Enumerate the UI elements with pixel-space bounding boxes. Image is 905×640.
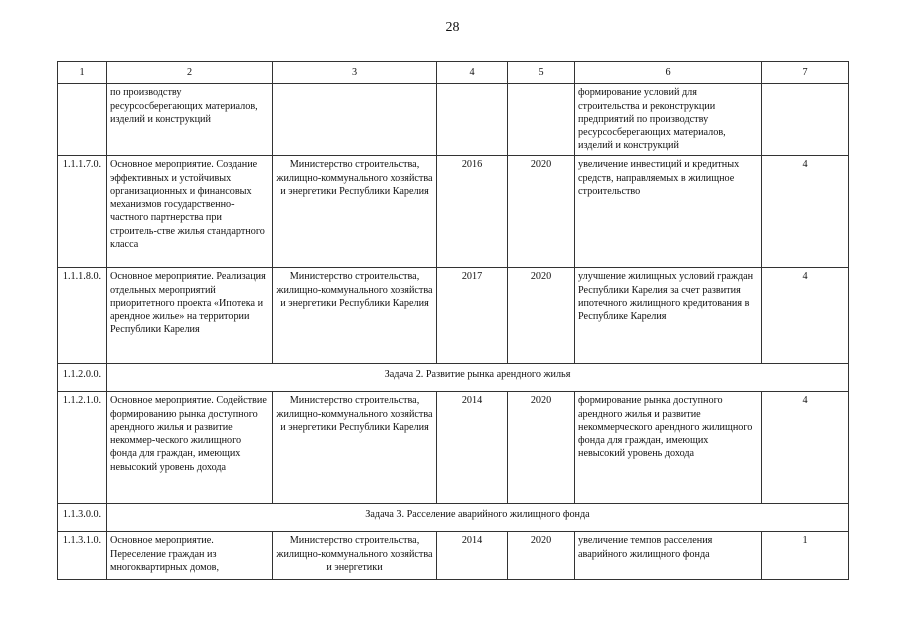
table-row (58, 156, 849, 268)
result-cell: увеличение темпов расселения аварийного жилищного фонда (575, 532, 762, 580)
executor-cell (273, 84, 437, 156)
result-cell: улучшение жилищных условий граждан Республики Карелия за счет развития ипотечного жилищного кредитования в Республике Карелия (575, 268, 762, 364)
header-cell-4: 4 (437, 62, 508, 84)
measure-cell: Основное мероприятие. Содействие формированию рынка доступного арендного жилья и развитие некоммер-ческого жилищного фонда для граждан, имеющих невысокий уровень дохода (107, 392, 273, 504)
start-year-cell: 2016 (437, 156, 508, 268)
executor-cell: Министерство строительства, жилищно-коммунального хозяйства и энергетики Республики Карелия (273, 392, 437, 504)
header-cell-5: 5 (508, 62, 575, 84)
result-cell: формирование рынка доступного арендного жилья и развитие некоммерческого арендного жилищного фонда для граждан, имеющих невысокий уровень дохода (575, 392, 762, 504)
task-row (58, 504, 849, 532)
table-row (58, 84, 849, 156)
row-number (58, 84, 107, 156)
executor-cell: Министерство строительства, жилищно-коммунального хозяйства и энергетики (273, 532, 437, 580)
link-cell: 4 (762, 392, 849, 504)
link-cell: 4 (762, 156, 849, 268)
end-year-cell: 2020 (508, 532, 575, 580)
link-cell: 4 (762, 268, 849, 364)
page-number: 28 (445, 20, 460, 35)
task-title: Задача 2. Развитие рынка арендного жилья (107, 364, 849, 392)
start-year-cell: 2014 (437, 532, 508, 580)
end-year-cell: 2020 (508, 268, 575, 364)
header-cell-1: 1 (58, 62, 107, 84)
link-cell: 1 (762, 532, 849, 580)
executor-cell: Министерство строительства, жилищно-коммунального хозяйства и энергетики Республики Карелия (273, 268, 437, 364)
measure-cell: Основное мероприятие. Реализация отдельных мероприятий приоритетного проекта «Ипотека и арендное жилье» на территории Республики Карелия (107, 268, 273, 364)
table-row (58, 268, 849, 364)
row-number: 1.1.1.7.0. (58, 156, 107, 268)
header-row (58, 62, 849, 84)
row-number: 1.1.2.0.0. (58, 364, 107, 392)
measure-cell: по производству ресурсосберегающих материалов, изделий и конструкций (107, 84, 273, 156)
header-cell-3: 3 (273, 62, 437, 84)
header-cell-6: 6 (575, 62, 762, 84)
result-cell: формирование условий для строительства и реконструкции предприятий по производству ресурсосберегающих материалов, изделий и конструкций (575, 84, 762, 156)
link-cell (762, 84, 849, 156)
result-cell: увеличение инвестиций и кредитных средств, направляемых в жилищное строительство (575, 156, 762, 268)
table-row (58, 532, 849, 580)
measure-cell: Основное мероприятие. Переселение граждан из многоквартирных домов, (107, 532, 273, 580)
end-year-cell (508, 84, 575, 156)
program-table (57, 61, 849, 580)
header-cell-2: 2 (107, 62, 273, 84)
row-number: 1.1.1.8.0. (58, 268, 107, 364)
task-row (58, 364, 849, 392)
start-year-cell: 2017 (437, 268, 508, 364)
executor-cell: Министерство строительства, жилищно-коммунального хозяйства и энергетики Республики Карелия (273, 156, 437, 268)
end-year-cell: 2020 (508, 156, 575, 268)
end-year-cell: 2020 (508, 392, 575, 504)
measure-cell: Основное мероприятие. Создание эффективных и устойчивых организационных и финансовых механизмов государственно-частного партнерства при строитель-стве жилья стандартного класса (107, 156, 273, 268)
row-number: 1.1.2.1.0. (58, 392, 107, 504)
start-year-cell (437, 84, 508, 156)
row-number: 1.1.3.1.0. (58, 532, 107, 580)
header-cell-7: 7 (762, 62, 849, 84)
row-number: 1.1.3.0.0. (58, 504, 107, 532)
table-body (58, 62, 849, 580)
start-year-cell: 2014 (437, 392, 508, 504)
table-row (58, 392, 849, 504)
task-title: Задача 3. Расселение аварийного жилищного фонда (107, 504, 849, 532)
